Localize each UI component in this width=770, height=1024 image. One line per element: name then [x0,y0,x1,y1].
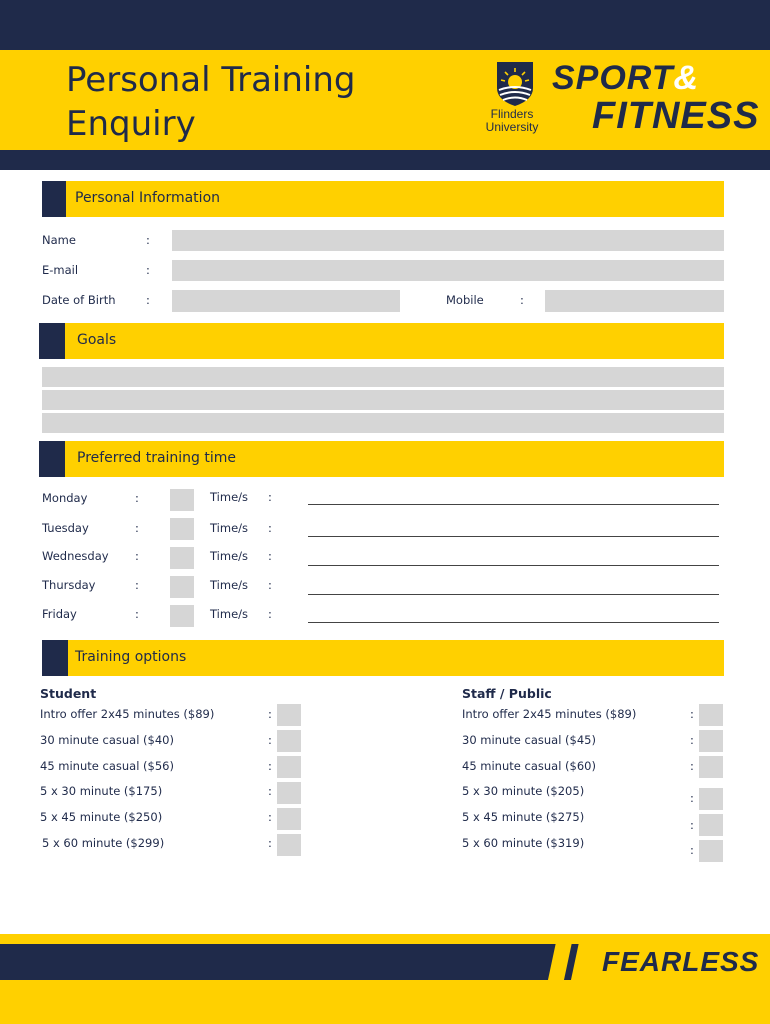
goals-field-3[interactable] [42,413,724,433]
colon: : [690,707,694,721]
dob-label: Date of Birth [42,293,116,307]
day-checkbox-tuesday[interactable] [170,518,194,540]
colon: : [268,607,272,621]
staff-option-checkbox[interactable] [699,756,723,778]
colon: : [690,818,694,832]
colon: : [135,607,139,621]
training-options-bar [42,640,724,676]
email-field[interactable] [172,260,724,281]
training-time-heading: Preferred training time [77,450,237,466]
times-label: Time/s [210,607,249,621]
footer-bottom-band [0,980,770,1024]
colon: : [268,733,272,747]
dob-field[interactable] [172,290,400,312]
page-title [66,58,356,146]
student-option-checkbox[interactable] [277,834,301,856]
colon: : [268,836,272,850]
colon: : [690,791,694,805]
student-option-checkbox[interactable] [277,730,301,752]
times-label: Time/s [210,578,249,592]
staff-option-checkbox[interactable] [699,840,723,862]
brand-amp: & [673,59,700,97]
times-line-friday[interactable] [308,622,719,623]
student-option-label: Intro offer 2x45 minutes ($89) [40,707,215,721]
colon: : [135,521,139,535]
colon: : [690,733,694,747]
day-label: Tuesday [42,521,89,535]
student-option-checkbox[interactable] [277,756,301,778]
training-options-heading: Training options [75,649,187,665]
staff-option-label: 5 x 60 minute ($319) [462,836,585,850]
colon: : [268,759,272,773]
header-bottom-band [0,150,770,170]
day-checkbox-wednesday[interactable] [170,547,194,569]
colon: : [146,233,150,247]
colon: : [268,490,272,504]
goals-heading: Goals [77,332,117,348]
colon: : [690,843,694,857]
times-label: Time/s [210,549,249,563]
staff-option-label: 45 minute casual ($60) [462,759,596,773]
times-line-tuesday[interactable] [308,536,719,537]
brand-fitness: FITNESS [592,95,760,137]
staff-option-checkbox[interactable] [699,730,723,752]
colon: : [135,491,139,505]
student-option-label: 5 x 60 minute ($299) [42,836,165,850]
fearless-slogan: FEARLESS [602,946,760,977]
times-label: Time/s [210,521,249,535]
staff-heading: Staff / Public [462,686,552,701]
student-option-label: 45 minute casual ($56) [40,759,174,773]
day-checkbox-thursday[interactable] [170,576,194,598]
section-tab [39,441,65,477]
colon: : [268,521,272,535]
email-label: E-mail [42,263,79,277]
university-name [472,108,552,134]
training-time-bar [39,441,724,477]
colon: : [690,759,694,773]
student-option-label: 5 x 30 minute ($175) [40,784,163,798]
section-tab [42,640,68,676]
personal-info-heading: Personal Information [75,190,221,206]
mobile-field[interactable] [545,290,724,312]
times-line-monday[interactable] [308,504,719,505]
colon: : [268,784,272,798]
staff-option-label: Intro offer 2x45 minutes ($89) [462,707,637,721]
university-line-1: Flinders [490,107,534,121]
colon: : [268,578,272,592]
colon: : [146,263,150,277]
student-option-checkbox[interactable] [277,704,301,726]
day-checkbox-friday[interactable] [170,605,194,627]
name-field[interactable] [172,230,724,251]
staff-option-checkbox[interactable] [699,704,723,726]
colon: : [135,578,139,592]
section-tab [39,323,65,359]
times-label: Time/s [210,490,249,504]
colon: : [520,293,524,307]
colon: : [146,293,150,307]
colon: : [268,549,272,563]
top-band [0,0,770,50]
sport-fitness-logo [552,60,759,136]
title-line-1: Personal Training [66,60,356,100]
mobile-label: Mobile [446,293,484,307]
colon: : [135,549,139,563]
day-checkbox-monday[interactable] [170,489,194,511]
goals-field-2[interactable] [42,390,724,410]
staff-option-label: 30 minute casual ($45) [462,733,596,747]
colon: : [268,707,272,721]
university-line-2: University [485,120,539,134]
student-option-label: 5 x 45 minute ($250) [40,810,163,824]
goals-field-1[interactable] [42,367,724,387]
staff-option-label: 5 x 45 minute ($275) [462,810,585,824]
staff-option-checkbox[interactable] [699,814,723,836]
student-option-checkbox[interactable] [277,782,301,804]
day-label: Thursday [42,578,96,592]
goals-bar [39,323,724,359]
student-option-checkbox[interactable] [277,808,301,830]
section-tab [42,181,66,217]
title-line-2: Enquiry [66,104,196,144]
staff-option-checkbox[interactable] [699,788,723,810]
brand-sport: SPORT [552,59,674,97]
day-label: Monday [42,491,88,505]
staff-option-label: 5 x 30 minute ($205) [462,784,585,798]
day-label: Wednesday [42,549,109,563]
student-option-label: 30 minute casual ($40) [40,733,174,747]
times-line-wednesday[interactable] [308,565,719,566]
colon: : [268,810,272,824]
times-line-thursday[interactable] [308,594,719,595]
student-heading: Student [40,686,97,701]
personal-info-bar [42,181,724,217]
name-label: Name [42,233,76,247]
day-label: Friday [42,607,77,621]
